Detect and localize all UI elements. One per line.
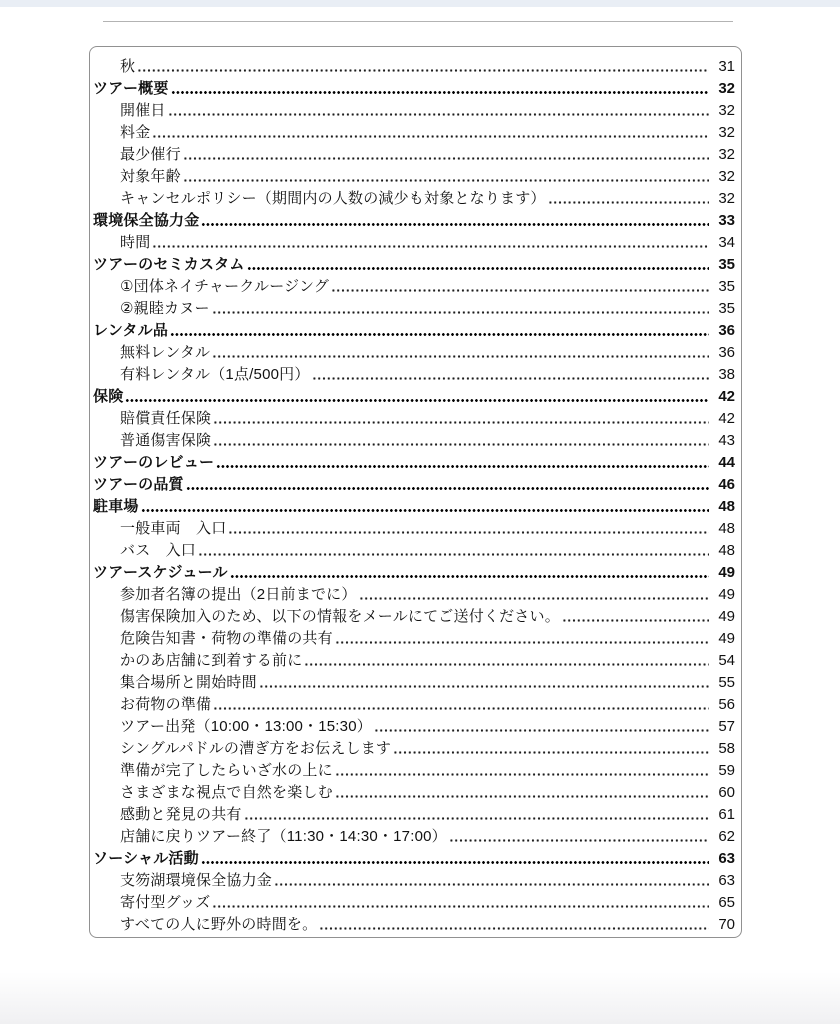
toc-entry-page: 49 bbox=[718, 608, 735, 625]
toc-entry-page: 55 bbox=[718, 674, 735, 691]
toc-entry[interactable] bbox=[93, 450, 735, 472]
dot-leader bbox=[201, 208, 709, 230]
toc-entry[interactable] bbox=[93, 912, 735, 934]
toc-entry-label: 無料レンタル bbox=[120, 344, 211, 361]
dot-leader bbox=[212, 890, 709, 912]
dot-leader bbox=[548, 186, 709, 208]
toc-entry[interactable] bbox=[93, 164, 735, 186]
toc-entry-page: 44 bbox=[718, 454, 735, 471]
dot-leader bbox=[152, 120, 709, 142]
dot-leader bbox=[168, 98, 709, 120]
toc-entry-page: 36 bbox=[718, 322, 735, 339]
toc-entry[interactable] bbox=[93, 208, 735, 230]
toc-entry[interactable] bbox=[93, 54, 735, 76]
dot-leader bbox=[304, 648, 709, 670]
toc-entry[interactable] bbox=[93, 758, 735, 780]
toc-entry-page: 32 bbox=[718, 168, 735, 185]
toc-entry-page: 60 bbox=[718, 784, 735, 801]
toc-entry-page: 56 bbox=[718, 696, 735, 713]
page-divider-line bbox=[103, 21, 733, 22]
dot-leader bbox=[359, 582, 709, 604]
dot-leader bbox=[213, 428, 709, 450]
toc-entry-page: 61 bbox=[718, 806, 735, 823]
toc-entry-label: シングルパドルの漕ぎ方をお伝えします bbox=[120, 740, 392, 757]
toc-entry-page: 49 bbox=[718, 564, 735, 581]
toc-entry-page: 32 bbox=[718, 102, 735, 119]
dot-leader bbox=[230, 560, 709, 582]
dot-leader bbox=[170, 318, 709, 340]
toc-entry-label: 感動と発見の共有 bbox=[120, 806, 242, 823]
toc-entry-label: すべての人に野外の時間を。 bbox=[120, 916, 318, 933]
toc-entry-label: ツアースケジュール bbox=[93, 564, 228, 581]
toc-entry-page: 59 bbox=[718, 762, 735, 779]
toc-entry-label: 一般車両 入口 bbox=[120, 520, 227, 537]
toc-entry-page: 34 bbox=[718, 234, 735, 251]
toc-entry[interactable] bbox=[93, 846, 735, 868]
toc-entry[interactable] bbox=[93, 538, 735, 560]
toc-entry[interactable] bbox=[93, 824, 735, 846]
toc-entry[interactable] bbox=[93, 582, 735, 604]
dot-leader bbox=[183, 164, 709, 186]
dot-leader bbox=[247, 252, 709, 274]
toc-entry-page: 63 bbox=[718, 872, 735, 889]
toc-entry[interactable] bbox=[93, 714, 735, 736]
toc-entry-label: レンタル品 bbox=[93, 322, 169, 339]
dot-leader bbox=[125, 384, 709, 406]
toc-entry-page: 38 bbox=[718, 366, 735, 383]
toc-entry-label: ①団体ネイチャークルージング bbox=[120, 278, 330, 295]
toc-entry[interactable] bbox=[93, 120, 735, 142]
toc-entry-label: 対象年齢 bbox=[120, 168, 181, 185]
toc-entry[interactable] bbox=[93, 340, 735, 362]
toc-entry-label: かのあ店舗に到着する前に bbox=[120, 652, 303, 669]
toc-entry[interactable] bbox=[93, 428, 735, 450]
toc-entry[interactable] bbox=[93, 670, 735, 692]
toc-entry-page: 42 bbox=[718, 388, 735, 405]
toc-entry-label: ソーシャル活動 bbox=[93, 850, 199, 867]
toc-entry-label: 参加者名簿の提出（2日前までに） bbox=[120, 586, 357, 603]
toc-entry-page: 49 bbox=[718, 586, 735, 603]
toc-entry-label: キャンセルポリシー（期間内の人数の減少も対象となります） bbox=[120, 190, 546, 207]
toc-entry-label: 普通傷害保険 bbox=[120, 432, 212, 449]
toc-entry-page: 49 bbox=[718, 630, 735, 647]
toc-entry[interactable] bbox=[93, 890, 735, 912]
toc-entry-label: ツアーのレビュー bbox=[93, 454, 215, 471]
toc-entry-page: 42 bbox=[718, 410, 735, 427]
toc-entry[interactable] bbox=[93, 406, 735, 428]
toc-entry-label: 駐車場 bbox=[93, 498, 139, 515]
toc-entry[interactable] bbox=[93, 868, 735, 890]
dot-leader bbox=[228, 516, 709, 538]
top-strip bbox=[0, 0, 840, 7]
toc-entry[interactable] bbox=[93, 692, 735, 714]
toc-entry[interactable] bbox=[93, 494, 735, 516]
toc-entry[interactable] bbox=[93, 252, 735, 274]
toc-entry-page: 48 bbox=[718, 542, 735, 559]
dot-leader bbox=[198, 538, 709, 560]
toc-entry-page: 31 bbox=[718, 58, 735, 75]
toc-entry-label: 時間 bbox=[120, 234, 151, 251]
dot-leader bbox=[213, 406, 709, 428]
toc-entry[interactable] bbox=[93, 472, 735, 494]
toc-entry-label: 料金 bbox=[120, 124, 151, 141]
dot-leader bbox=[274, 868, 709, 890]
toc-entry[interactable] bbox=[93, 142, 735, 164]
toc-entry-page: 32 bbox=[718, 190, 735, 207]
toc-entry[interactable] bbox=[93, 186, 735, 208]
dot-leader bbox=[141, 494, 709, 516]
toc-entry-page: 32 bbox=[718, 124, 735, 141]
dot-leader bbox=[449, 824, 709, 846]
toc-entry[interactable] bbox=[93, 780, 735, 802]
toc-entry[interactable] bbox=[93, 604, 735, 626]
dot-leader bbox=[186, 472, 709, 494]
toc-entry[interactable] bbox=[93, 648, 735, 670]
toc-entry-page: 57 bbox=[718, 718, 735, 735]
dot-leader bbox=[319, 912, 709, 934]
toc-entry-label: 寄付型グッズ bbox=[120, 894, 211, 911]
toc-entry-page: 36 bbox=[718, 344, 735, 361]
dot-leader bbox=[137, 54, 709, 76]
dot-leader bbox=[213, 692, 709, 714]
toc-entry-label: 支笏湖環境保全協力金 bbox=[120, 872, 273, 889]
toc-entry-label: 秋 bbox=[120, 58, 136, 75]
toc-entry[interactable] bbox=[93, 318, 735, 340]
dot-leader bbox=[244, 802, 709, 824]
toc-entry[interactable] bbox=[93, 98, 735, 120]
toc-entry-label: 最少催行 bbox=[120, 146, 181, 163]
dot-leader bbox=[171, 76, 709, 98]
toc-entry[interactable] bbox=[93, 362, 735, 384]
toc-entry-page: 43 bbox=[718, 432, 735, 449]
toc-entry-label: 危険告知書・荷物の準備の共有 bbox=[120, 630, 333, 647]
toc-entry-label: バス 入口 bbox=[120, 542, 197, 559]
dot-leader bbox=[212, 296, 709, 318]
toc-entry[interactable] bbox=[93, 384, 735, 406]
dot-leader bbox=[312, 362, 709, 384]
toc-entry-label: ツアー概要 bbox=[93, 80, 169, 97]
toc-entry-page: 48 bbox=[718, 498, 735, 515]
toc-entry-label: 傷害保険加入のため、以下の情報をメールにてご送付ください。 bbox=[120, 608, 560, 625]
toc-entry-label: 開催日 bbox=[120, 102, 166, 119]
toc-entry-label: 店舗に戻りツアー終了（11:30・14:30・17:00） bbox=[120, 828, 447, 845]
toc-entry-label: 保険 bbox=[93, 388, 124, 405]
toc-entry[interactable] bbox=[93, 296, 735, 318]
dot-leader bbox=[335, 626, 709, 648]
dot-leader bbox=[562, 604, 709, 626]
page-bottom-fade bbox=[0, 972, 840, 1024]
dot-leader bbox=[335, 780, 709, 802]
toc-box bbox=[89, 46, 742, 938]
toc-entry-label: 有料レンタル（1点/500円） bbox=[120, 366, 310, 383]
toc-entry-page: 32 bbox=[718, 146, 735, 163]
toc-entry-label: 集合場所と開始時間 bbox=[120, 674, 257, 691]
dot-leader bbox=[212, 340, 709, 362]
toc-entry-page: 35 bbox=[718, 300, 735, 317]
toc-entry-label: 環境保全協力金 bbox=[93, 212, 200, 229]
dot-leader bbox=[201, 846, 709, 868]
toc-entry-label: ツアー出発（10:00・13:00・15:30） bbox=[120, 718, 372, 735]
dot-leader bbox=[393, 736, 709, 758]
toc-entry-page: 70 bbox=[718, 916, 735, 933]
toc-entry-label: 賠償責任保険 bbox=[120, 410, 212, 427]
dot-leader bbox=[374, 714, 709, 736]
toc-entry-label: ツアーの品質 bbox=[93, 476, 184, 493]
toc-entry-label: ②親睦カヌー bbox=[120, 300, 210, 317]
toc-entry-page: 63 bbox=[718, 850, 735, 867]
toc-entry-page: 65 bbox=[718, 894, 735, 911]
toc-entry[interactable] bbox=[93, 560, 735, 582]
toc-entry-page: 46 bbox=[718, 476, 735, 493]
toc-entry-label: 準備が完了したらいざ水の上に bbox=[120, 762, 333, 779]
toc-entry-page: 58 bbox=[718, 740, 735, 757]
toc-entry-page: 33 bbox=[718, 212, 735, 229]
toc-entry-page: 54 bbox=[718, 652, 735, 669]
toc-entry[interactable] bbox=[93, 736, 735, 758]
dot-leader bbox=[216, 450, 709, 472]
toc-entry[interactable] bbox=[93, 626, 735, 648]
toc-entry-page: 62 bbox=[718, 828, 735, 845]
toc-entry[interactable] bbox=[93, 76, 735, 98]
dot-leader bbox=[152, 230, 709, 252]
toc-entry[interactable] bbox=[93, 516, 735, 538]
toc-entry[interactable] bbox=[93, 802, 735, 824]
dot-leader bbox=[183, 142, 709, 164]
toc-entry[interactable] bbox=[93, 230, 735, 252]
dot-leader bbox=[331, 274, 709, 296]
dot-leader bbox=[335, 758, 709, 780]
toc-entry-page: 35 bbox=[718, 278, 735, 295]
dot-leader bbox=[259, 670, 709, 692]
toc-entry-page: 35 bbox=[718, 256, 735, 273]
toc-entry-label: ツアーのセミカスタム bbox=[93, 256, 245, 273]
toc-entry[interactable] bbox=[93, 274, 735, 296]
toc-entry-label: さまざまな視点で自然を楽しむ bbox=[120, 784, 333, 801]
toc-entry-page: 48 bbox=[718, 520, 735, 537]
toc-entry-page: 32 bbox=[718, 80, 735, 97]
toc-entry-label: お荷物の準備 bbox=[120, 696, 212, 713]
